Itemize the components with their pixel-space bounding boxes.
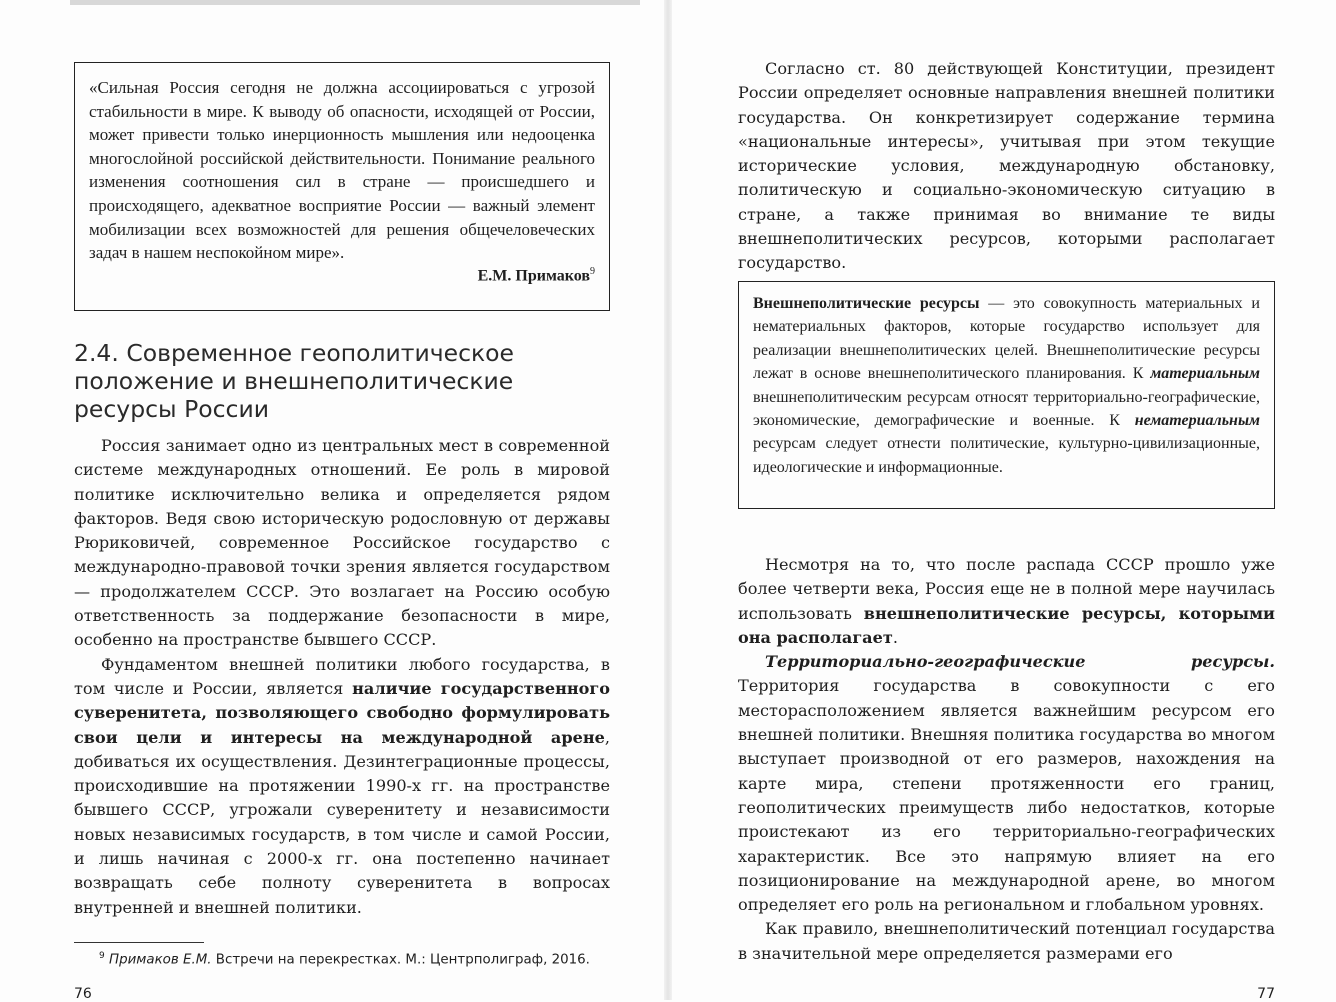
epigraph-text: «Сильная Россия сегодня не должна ассоциироваться с угрозой стабильности в мире. К выводу об опасности, исходящей от России, может привести только инерционность мышления или недооценка многослойной российской действительности. Понимание реального изменения соотношения сил в стране — происшедшего и происходящего, адекватное восприятие России — важный элемент мобилизации всех возможностей для решения общечеловеческих задач в нашем неспокойном мире».	[89, 78, 595, 263]
author-name: Е.М. Примаков	[477, 267, 590, 285]
left-page	[74, 0, 610, 1000]
page-number: 77	[1257, 986, 1275, 1002]
paragraph-text: .	[892, 627, 898, 647]
definition-text	[753, 292, 1260, 479]
emphasis-nonmaterial: нематериальным	[1134, 412, 1260, 430]
definition-term: Внешнеполитические ресурсы	[753, 295, 980, 312]
paragraph: Как правило, внешнеполитический потенциал государства в значительной мере определяется размерами его	[738, 919, 1275, 963]
definition-part: внешнеполитическим ресурсам относят территориально-географические, экономические, демографические и военные. К	[753, 388, 1260, 430]
emphasis-text: наличие государственного суверенитета, позволяющего свободно формулировать свои цели и интересы на международной арене	[74, 678, 610, 747]
epigraph-author	[89, 266, 595, 285]
paragraph-text: Несмотря на то, что после распада СССР прошло уже более четверти века, Россия еще не в полной мере научилась использовать	[738, 555, 1275, 623]
right-intro-text	[738, 57, 1275, 276]
emphasis-material: материальным	[1150, 365, 1260, 383]
section-title: 2.4. Современное геополитическое положение и внешнеполитические ресурсы России	[74, 339, 515, 423]
paragraph-text: Территория государства в совокупности с его месторасположением является важнейшим ресурсом его внешней политики. Внешняя политика государства во многом выступает производной от его размеров, нахождения на карте мира, степени протяженности его границ, геополитических преимуществ либо недостатков, которые проистекают из его территориально-географических характеристик. Все это напрямую влияет на его позиционирование на международной арене, во многом определяет его роль на региональном и глобальном уровнях.	[738, 676, 1275, 915]
book-gutter	[664, 0, 672, 1000]
paragraph	[74, 653, 610, 920]
definition-box	[738, 281, 1275, 509]
paragraph-text: Фундаментом внешней политики любого государства, в том числе и России, является	[74, 654, 610, 698]
footnote-author: Примаков Е.М.	[109, 952, 212, 968]
footnote-divider	[74, 942, 204, 943]
definition-part: ресурсам следует отнести политические, культурно-цивилизационные, идеологические и информационные.	[753, 435, 1260, 476]
emphasis-text: внешнеполитические ресурсы, которыми она располагает	[738, 603, 1275, 647]
right-page	[738, 0, 1275, 1000]
left-body-text	[74, 434, 610, 920]
paragraph	[738, 553, 1275, 650]
footnote	[99, 947, 619, 969]
paragraph	[738, 650, 1275, 917]
definition-part: — это совокупность материальных и нематериальных факторов, которые государство использует для реализации внешнеполитических целей. Внешнеполитические ресурсы лежат в основе внешнеполитического планирования. К	[753, 295, 1260, 383]
page-number: 76	[74, 986, 92, 1002]
footnote-text: Встречи на перекрестках. М.: Центрполиграф, 2016.	[211, 952, 590, 968]
footnote-number: 9	[99, 951, 105, 961]
paragraph: Россия занимает одно из центральных мест в современной системе международных отношений. Ее роль в мировой политике исключительно велика и определяется рядом факторов. Ведя свою историческую родословную от державы Рюриковичей, современное Российское государство с международно-правовой точки зрения является государством — продолжателем СССР. Это возлагает на Россию особую ответственность за поддержание безопасности в мире, особенно на пространстве бывшего СССР.	[74, 436, 610, 650]
paragraph: Согласно ст. 80 действующей Конституции, президент России определяет основные направления внешней политики государства. Он конкретизирует содержание термина «национальные интересы», учитывая при этом текущие исторические условия, международную обстановку, политическую и социально-экономическую ситуацию в стране, а также принимая во внимание те виды внешнеполитических ресурсов, которыми располагает государство.	[738, 59, 1275, 273]
right-body-text	[738, 553, 1275, 966]
paragraph-lead: Территориально-географические ресурсы.	[765, 652, 1275, 672]
epigraph-box	[74, 62, 610, 311]
footnote-mark: 9	[590, 265, 595, 277]
paragraph-text: , добиваться их осуществления. Дезинтеграционные процессы, происходившие на протяжении 1990-х гг. на пространстве бывшего СССР, угрожали суверенитету и независимости новых независимых государств, в том числе и самой России, и лишь начиная с 2000-х гг. она постепенно начинает возвращать себе полноту суверенитета в вопросах внутренней и внешней политики.	[74, 727, 610, 917]
